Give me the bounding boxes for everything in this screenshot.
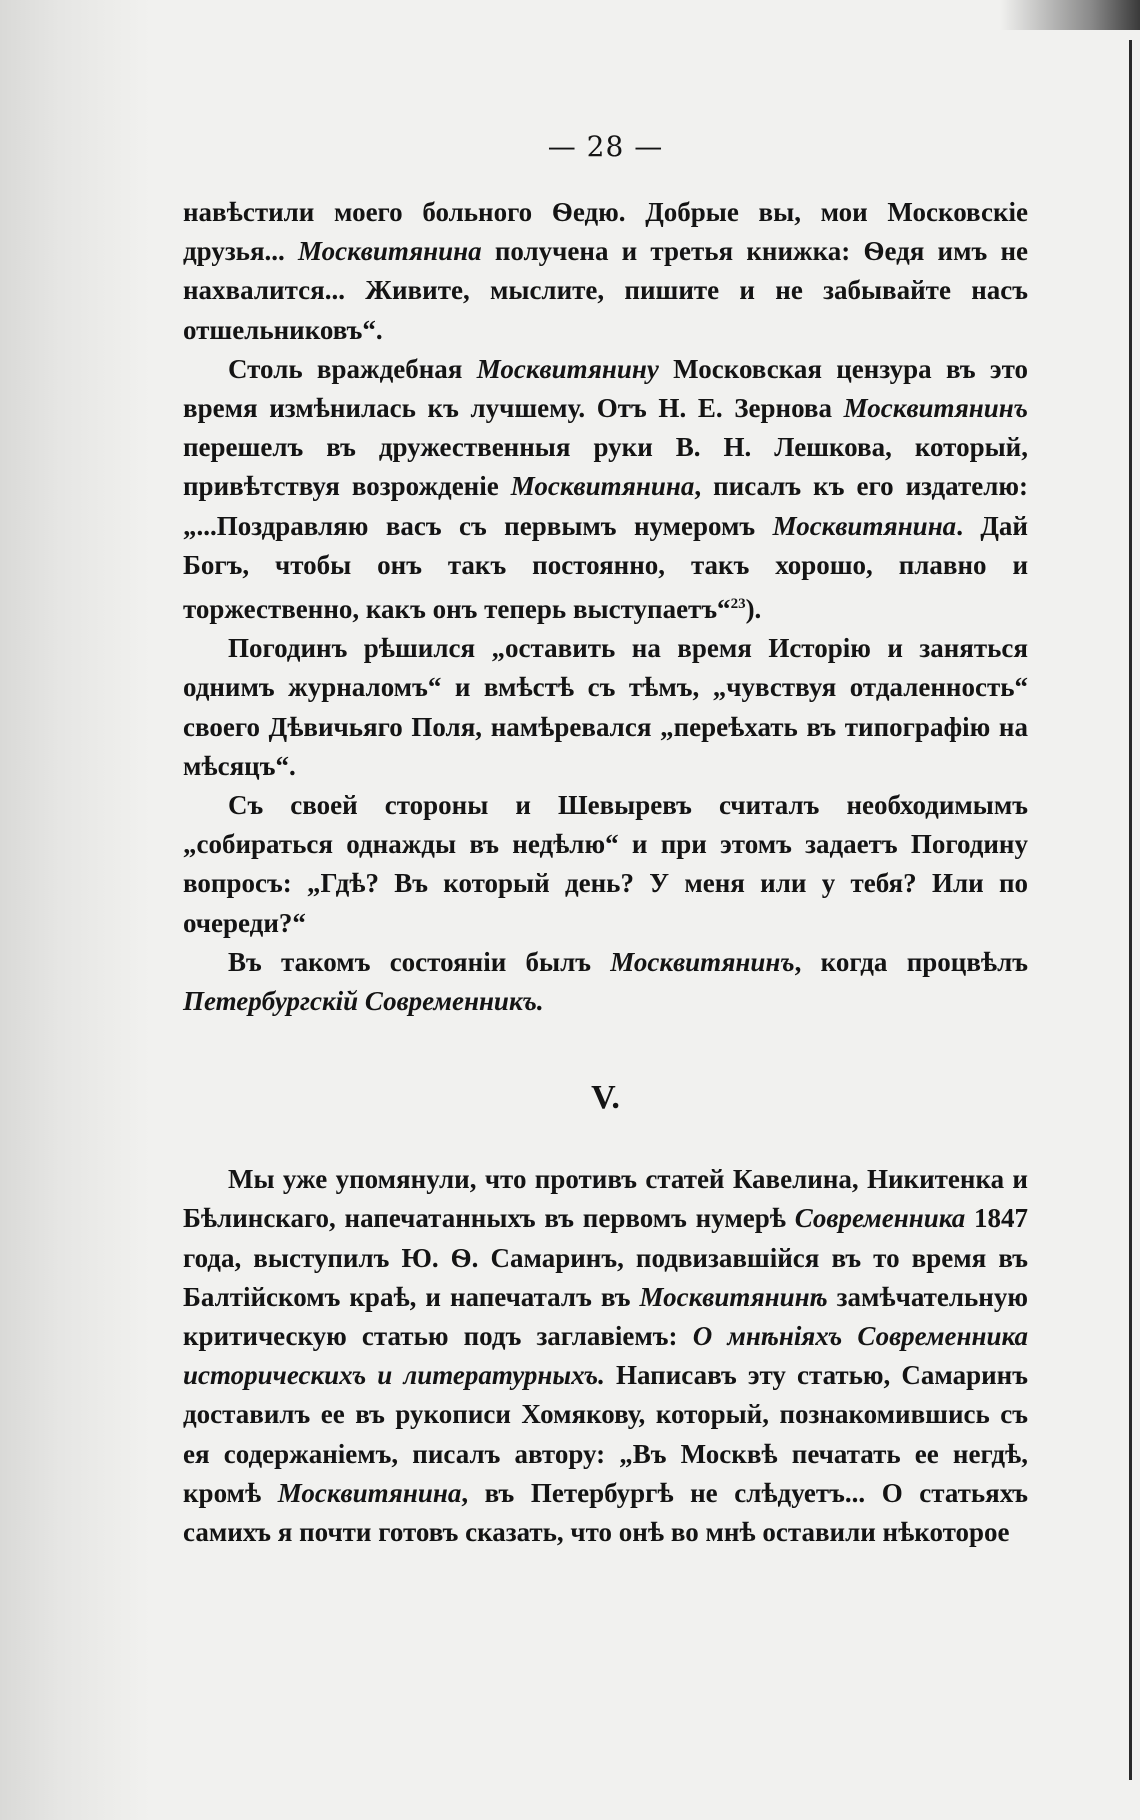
text-run: Съ своей стороны и Шевыревъ считалъ необходимымъ „собираться однажды въ недѣлю“ и при этомъ задаетъ Погодину вопросъ: „Гдѣ? Въ который день? У меня или у тебя? Или по очереди?“ bbox=[183, 790, 1028, 938]
italic-text: Петербургскій Современникъ. bbox=[183, 986, 544, 1017]
text-run: , въ Петербургѣ не слѣдуетъ... О статьяхъ самихъ я почти готовъ сказать, что онѣ во мнѣ оставили нѣкоторое bbox=[183, 1477, 1028, 1548]
italic-text: Москвитянинъ bbox=[843, 393, 1028, 424]
italic-text: О мнѣніяхъ Современника историческихъ и литературныхъ. bbox=[183, 1321, 1028, 1391]
text-block-after-heading bbox=[183, 1160, 1028, 1552]
text-run: Мы уже упомянули, что противъ статей Кавелина, Никитенка и Бѣлинскаго, напечатанныхъ въ первомъ нумерѣ bbox=[183, 1164, 1028, 1234]
text-block-before-heading bbox=[183, 193, 1028, 1021]
paragraph bbox=[183, 1160, 1028, 1552]
text-run: получена и третья книжка: Ѳедя имъ не нахвалится... Живите, мыслите, пишите и не забывайте насъ отшельниковъ“. bbox=[183, 236, 1028, 345]
paragraph bbox=[183, 629, 1028, 786]
text-run: перешелъ въ дружественныя руки В. Н. Лешкова, который, привѣтствуя возрожденіе bbox=[183, 432, 1028, 502]
text-run: навѣстили моего больного Ѳедю. Добрые вы, мои Московскіе друзья... bbox=[183, 197, 1028, 267]
italic-text: Москвитянинѣ bbox=[639, 1281, 828, 1312]
text-run: . Дай Богъ, чтобы онъ такъ постоянно, такъ хорошо, плавно и торжественно, какъ онъ теперь выступаетъ“ bbox=[183, 510, 1028, 625]
italic-text: Москвитянина bbox=[510, 471, 695, 502]
text-run: замѣчательную критическую статью подъ заглавіемъ: bbox=[183, 1281, 1028, 1352]
text-run: Погодинъ рѣшился „оставить на время Исторію и заняться однимъ журналомъ“ и вмѣстѣ съ тѣмъ, „чувствуя отдаленность“ своего Дѣвичьяго Поля, намѣревался „переѣхать въ типографію на мѣсяцъ“. bbox=[183, 633, 1028, 781]
italic-text: Москвитянинъ bbox=[610, 946, 795, 977]
scan-shadow-left bbox=[0, 0, 150, 1820]
italic-text: Москвитянина bbox=[277, 1477, 462, 1508]
paragraph bbox=[183, 350, 1028, 629]
scan-page-edge bbox=[1129, 40, 1132, 1780]
text-run: 1847 года, выступилъ Ю. Ѳ. Самаринъ, подвизавшійся въ то время въ Балтійскомъ краѣ, и напечаталъ въ bbox=[183, 1203, 1029, 1312]
text-run: ). bbox=[745, 594, 762, 625]
text-run: , писалъ къ его издателю: „...Поздравляю васъ съ первымъ нумеромъ bbox=[183, 471, 1028, 541]
footnote-ref: 23 bbox=[730, 596, 746, 613]
paragraph bbox=[183, 786, 1028, 943]
text-run: Столь враждебная bbox=[228, 353, 477, 384]
italic-text: Москвитянина bbox=[298, 236, 482, 267]
page-number: — 28 — bbox=[547, 130, 664, 163]
book-page bbox=[183, 130, 1028, 1552]
paragraph bbox=[183, 943, 1028, 1021]
scan-corner-shadow bbox=[1000, 0, 1140, 30]
text-run: , когда процвѣлъ bbox=[794, 946, 1029, 977]
italic-text: Современника bbox=[794, 1203, 966, 1234]
text-run: Въ такомъ состояніи былъ bbox=[228, 946, 611, 977]
section-heading: V. bbox=[591, 1079, 620, 1117]
text-run: Московская цензура въ это время измѣнилась къ лучшему. Отъ Н. Е. Зернова bbox=[183, 353, 1028, 424]
text-run: Написавъ эту статью, Самаринъ доставилъ ее въ рукописи Хомякову, который, познакомившись съ ея содержаніемъ, писалъ автору: „Въ Москвѣ печатать ее негдѣ, кромѣ bbox=[183, 1360, 1028, 1508]
paragraph bbox=[183, 193, 1028, 350]
italic-text: Москвитянину bbox=[476, 353, 659, 384]
italic-text: Москвитянина bbox=[772, 510, 957, 541]
